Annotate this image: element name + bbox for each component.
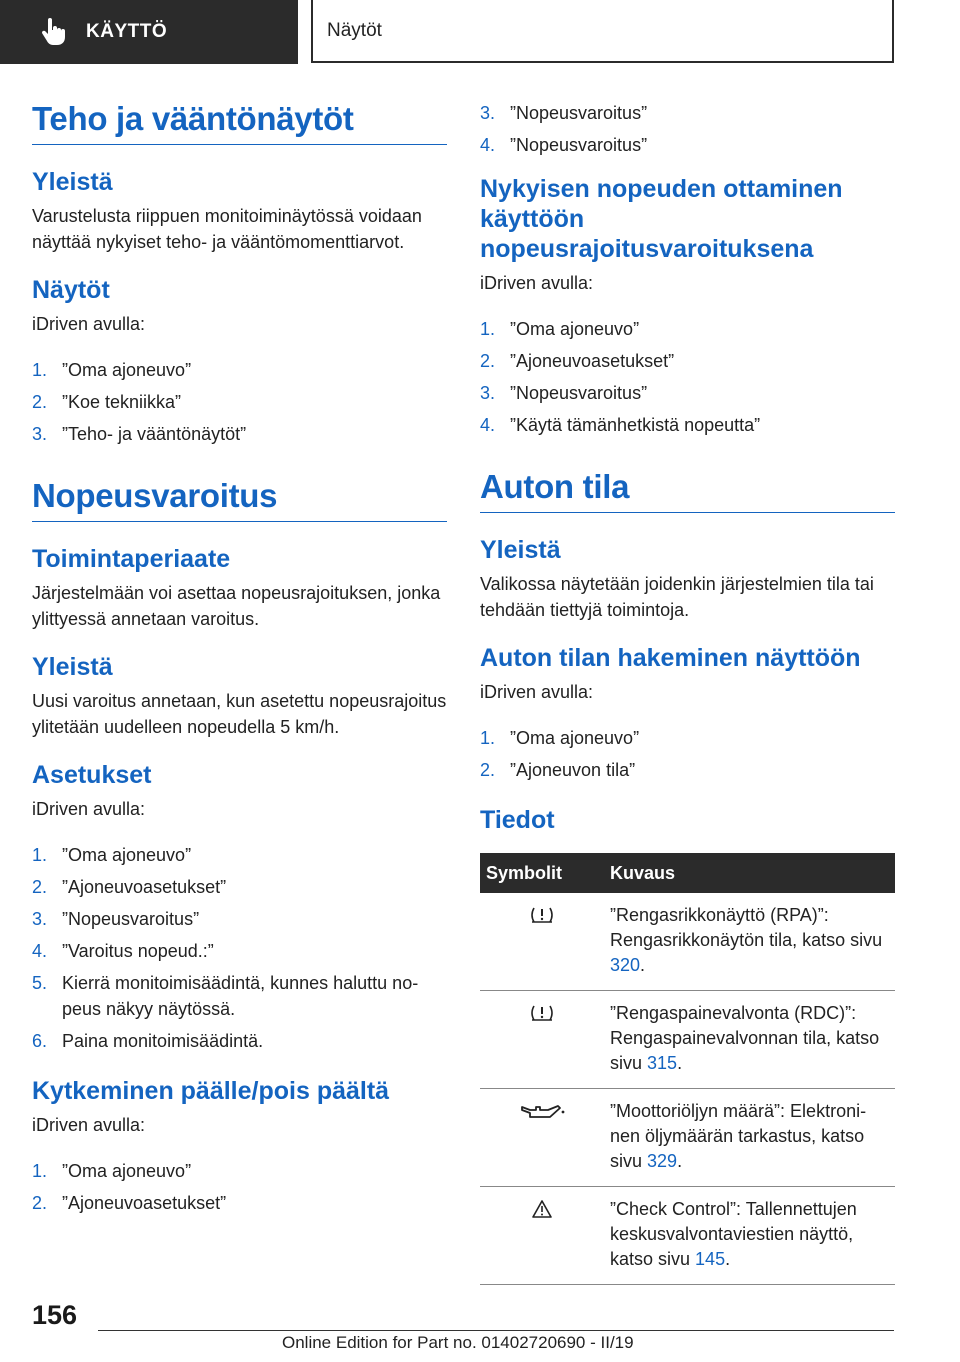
description-text: ”Moottoriöljyn määrä”: Elektroninen öljymäärän tarkastus, katso sivu: [610, 1101, 867, 1171]
subheading-toimintaperiaate: Toimintaperiaate: [32, 545, 231, 573]
left-column: [32, 100, 447, 1238]
description-cell: [604, 1187, 895, 1285]
page-link[interactable]: 145: [695, 1249, 726, 1269]
step-text: ”Oma ajoneuvo”: [62, 360, 192, 380]
description-end: .: [677, 1151, 683, 1171]
step-number: 4.: [32, 941, 48, 961]
step-number: 4.: [480, 415, 496, 435]
list-item: [32, 842, 447, 868]
description-cell: [604, 991, 895, 1089]
step-text: ”Nopeusvaroitus”: [62, 909, 200, 929]
step-number: 3.: [32, 909, 48, 929]
page-number: 156: [32, 1300, 78, 1330]
step-number: 1.: [480, 728, 496, 748]
step-number: 2.: [480, 351, 496, 371]
step-text: ”Nopeusvaroitus”: [510, 103, 648, 123]
list-item: [480, 316, 895, 342]
list-item: [32, 1190, 447, 1216]
heading-nopeusvaroitus: Nopeusvaroitus: [32, 477, 447, 522]
list-item: [480, 725, 895, 751]
list-item: [32, 1028, 447, 1054]
list-item: [32, 970, 447, 1022]
subheading-yleista: Yleistä: [32, 168, 113, 196]
description-end: .: [640, 955, 646, 975]
step-text: ”Oma ajoneuvo”: [510, 728, 640, 748]
section-title: KÄYTTÖ: [86, 21, 168, 42]
page-link[interactable]: 320: [610, 955, 641, 975]
symbol-table: [480, 853, 895, 1285]
description-cell: [604, 1089, 895, 1187]
step-number: 4.: [480, 135, 496, 155]
list-item: [32, 1158, 447, 1184]
step-text: ”Varoitus nopeud.:”: [62, 941, 214, 961]
table-header-row: [480, 853, 895, 893]
step-text: ”Ajoneuvoasetukset”: [62, 877, 227, 897]
subheading-asetukset: Asetukset: [32, 761, 152, 789]
step-number: 5.: [32, 973, 48, 993]
subheading-kytkeminen: Kytkeminen päälle/pois päältä: [32, 1077, 390, 1105]
table-row: [480, 1187, 895, 1285]
steps-list: [32, 842, 447, 1054]
symbol-cell: [480, 1187, 604, 1285]
step-number: 1.: [32, 360, 48, 380]
symbol-cell: [480, 991, 604, 1089]
paragraph: Varustelusta riippuen monitoiminäytössä voidaan näyttää nykyiset teho- ja vääntömomenttiarvot.: [32, 206, 422, 252]
list-item: [32, 389, 447, 415]
paragraph: Järjestelmään voi asettaa nopeusrajoituksen, jonka ylittyessä annetaan varoitus.: [32, 583, 441, 629]
step-number: 3.: [32, 424, 48, 444]
heading-auton-tila: Auton tila: [480, 468, 895, 513]
subheading-tiedot: Tiedot: [480, 806, 555, 834]
list-item: [32, 938, 447, 964]
step-number: 6.: [32, 1031, 48, 1051]
paragraph: iDriven avulla:: [32, 314, 146, 334]
list-item: [32, 357, 447, 383]
description-text: ”Check Control”: Tallennettujen keskusvalvontaviestien näyttö, katso sivu: [610, 1199, 857, 1269]
step-number: 2.: [32, 392, 48, 412]
paragraph: iDriven avulla:: [480, 273, 594, 293]
symbol-cell: [480, 1089, 604, 1187]
subheading-naytot: Näytöt: [32, 276, 110, 304]
step-text: ”Käytä tämänhetkistä nopeutta”: [510, 415, 761, 435]
subheading-nykyisen-nopeuden: Nykyisen nopeuden ottaminen käyttöön nopeusrajoitusvaroituksena: [480, 175, 843, 263]
page-link[interactable]: 315: [647, 1053, 678, 1073]
step-text: ”Oma ajoneuvo”: [62, 1161, 192, 1181]
right-column: [480, 100, 895, 1285]
symbol-cell: [480, 893, 604, 991]
subheading-hakeminen: Auton tilan hakeminen näyttöön: [480, 644, 861, 672]
list-item: [32, 874, 447, 900]
step-text: ”Oma ajoneuvo”: [510, 319, 640, 339]
chapter-tab: [311, 0, 894, 63]
step-number: 2.: [32, 877, 48, 897]
step-number: 3.: [480, 383, 496, 403]
steps-list: [480, 725, 895, 783]
list-item: [480, 757, 895, 783]
warning-triangle-icon: [531, 1199, 553, 1219]
step-text: ”Ajoneuvoasetukset”: [62, 1193, 227, 1213]
paragraph: Uusi varoitus annetaan, kun asetettu nopeusrajoitus ylitetään uudelleen nopeudella 5 km/h.: [32, 691, 447, 737]
tire-pressure-icon: [529, 1003, 555, 1023]
section-tab: [0, 0, 298, 64]
step-text: ”Teho- ja vääntönäytöt”: [62, 424, 247, 444]
step-text: ”Ajoneuvon tila”: [510, 760, 636, 780]
step-text: ”Nopeusvaroitus”: [510, 383, 648, 403]
list-item: [32, 906, 447, 932]
description-cell: [604, 893, 895, 991]
step-text: Paina monitoimisäädintä.: [62, 1031, 264, 1051]
step-number: 3.: [480, 103, 496, 123]
footer-divider: [98, 1330, 894, 1331]
oil-can-icon: [518, 1101, 566, 1121]
list-item: [480, 132, 895, 158]
steps-list: [32, 1158, 447, 1216]
table-row: [480, 893, 895, 991]
step-number: 1.: [32, 1161, 48, 1181]
step-number: 1.: [32, 845, 48, 865]
hand-pointer-icon: [40, 18, 66, 46]
list-item: [480, 348, 895, 374]
heading-teho: Teho ja vääntönäytöt: [32, 100, 447, 145]
chapter-title: Näytöt: [327, 19, 382, 41]
description-end: .: [677, 1053, 683, 1073]
tire-warning-icon: [529, 905, 555, 925]
step-text: Kierrä monitoimisäädintä, kunnes haluttu nopeus näkyy näytössä.: [62, 973, 419, 1019]
column-header: Symbolit: [480, 853, 604, 893]
list-item: [480, 100, 895, 126]
page-link[interactable]: 329: [647, 1151, 678, 1171]
paragraph: Valikossa näytetään joidenkin järjestelmien tila tai tehdään tiettyjä toimintoja.: [480, 574, 874, 620]
paragraph: iDriven avulla:: [32, 799, 146, 819]
step-number: 2.: [480, 760, 496, 780]
description-end: .: [725, 1249, 731, 1269]
paragraph: iDriven avulla:: [32, 1115, 146, 1135]
subheading-yleista: Yleistä: [32, 653, 113, 681]
step-text: ”Koe tekniikka”: [62, 392, 182, 412]
step-text: ”Ajoneuvoasetukset”: [510, 351, 675, 371]
description-text: ”Rengaspainevalvonta (RDC)”: Rengaspainevalvonnan tila, katso sivu: [610, 1003, 880, 1073]
step-text: ”Oma ajoneuvo”: [62, 845, 192, 865]
paragraph: iDriven avulla:: [480, 682, 594, 702]
list-item: [32, 421, 447, 447]
table-row: [480, 1089, 895, 1187]
steps-list: [480, 316, 895, 438]
subheading-yleista: Yleistä: [480, 536, 561, 564]
column-header: Kuvaus: [604, 853, 895, 893]
step-number: 1.: [480, 319, 496, 339]
steps-list: [32, 357, 447, 447]
step-number: 2.: [32, 1193, 48, 1213]
steps-list: [480, 100, 895, 158]
table-row: [480, 991, 895, 1089]
description-text: ”Rengasrikkonäyttö (RPA)”: Rengasrikkonäytön tila, katso sivu: [610, 905, 883, 950]
list-item: [480, 380, 895, 406]
list-item: [480, 412, 895, 438]
step-text: ”Nopeusvaroitus”: [510, 135, 648, 155]
footer-edition: Online Edition for Part no. 01402720690 - II/19: [282, 1333, 634, 1352]
